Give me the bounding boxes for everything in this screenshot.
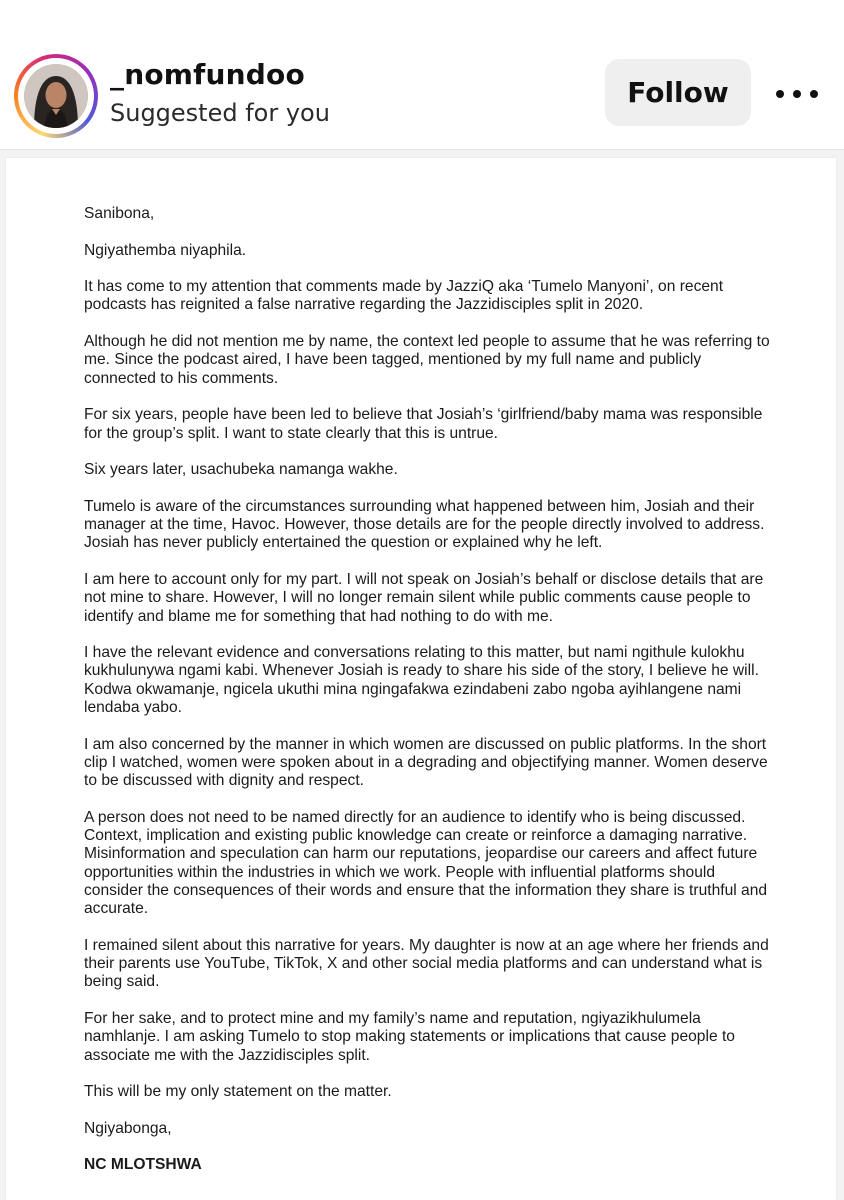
more-options-button[interactable] [776,80,818,108]
letter-greeting: Sanibona, [84,205,155,222]
more-horizontal-icon-dot [793,90,801,98]
story-ring[interactable] [14,54,98,138]
avatar[interactable] [24,64,88,128]
statement-letter [84,205,774,1193]
letter-paragraph: Tumelo is aware of the circumstances surrounding what happened between him, Josiah and their manager at the time, Havoc. However, those details are for the people directly involved to address. Josiah has never publicly entertained the question or explained why he left. [84,497,765,552]
letter-paragraph: For her sake, and to protect mine and my family’s name and reputation, ngiyazikhulumela namhlanje. I am asking Tumelo to stop making statements or implications that cause people to associate me with the Jazzidisciples split. [84,1010,735,1064]
username[interactable]: _nomfundoo [110,58,305,91]
letter-paragraph: I have the relevant evidence and conversations relating to this matter, but nami ngithule kulokhu kukhulunywa ngami kabi. Whenever Josiah is ready to share his side of the story, I believe he will. Kodwa okwamanje, ngicela ukuthi mina ngingafakwa ezindabeni zabo ngoba ayihlangene nami lendaba yabo. [84,644,759,717]
letter-paragraph: I am here to account only for my part. I will not speak on Josiah’s behalf or disclose details that are not mine to share. However, I will no longer remain silent while public comments cause people to identify and blame me for something that had nothing to do with me. [84,570,764,625]
more-horizontal-icon-dot [776,90,784,98]
letter-paragraph: Ngiyathemba niyaphila. [84,241,247,259]
letter-paragraph: It has come to my attention that comments made by JazziQ aka ‘Tumelo Manyoni’, on recent podcasts has reignited a false narrative regarding the Jazzidisciples split in 2020. [84,278,724,314]
avatar-photo-icon [24,64,88,128]
post-header [0,0,844,150]
more-horizontal-icon-dot [810,90,818,98]
suggested-label: Suggested for you [110,99,330,127]
letter-paragraph: I remained silent about this narrative for years. My daughter is now at an age where her friends and their parents use YouTube, TikTok, X and other social media platforms and can understand what is being said. [84,936,769,991]
follow-button[interactable]: Follow [605,59,751,126]
letter-paragraph: A person does not need to be named directly for an audience to identify who is being discussed. Context, implication and existing public knowledge can create or reinforce a damaging narrative. Misinformation and speculation can harm our reputations, jeopardise our careers and affect future opportunities within the industries in which we work. People with influential platforms should consider the consequences of their words and ensure that the information they share is truthful and accurate. [84,808,768,918]
letter-paragraph: I am also concerned by the manner in which women are discussed on public platforms. In the short clip I watched, women were spoken about in a degrading and objectifying manner. Women deserve to be discussed with dignity and respect. [84,735,768,790]
letter-paragraph: Although he did not mention me by name, the context led people to assume that he was referring to me. Since the podcast aired, I have been tagged, mentioned by my full name and publicly connected to his comments. [84,333,770,387]
letter-paragraph: Six years later, usachubeka namanga wakhe. [84,461,398,479]
letter-paragraph: This will be my only statement on the matter. [84,1083,392,1101]
letter-closing: Ngiyabonga, [84,1119,172,1137]
letter-signature: NC MLOTSHWA [84,1156,202,1174]
avatar-border [18,58,94,134]
letter-paragraph: For six years, people have been led to believe that Josiah’s ‘girlfriend/baby mama was responsible for the group’s split. I want to state clearly that this is untrue. [84,406,763,442]
